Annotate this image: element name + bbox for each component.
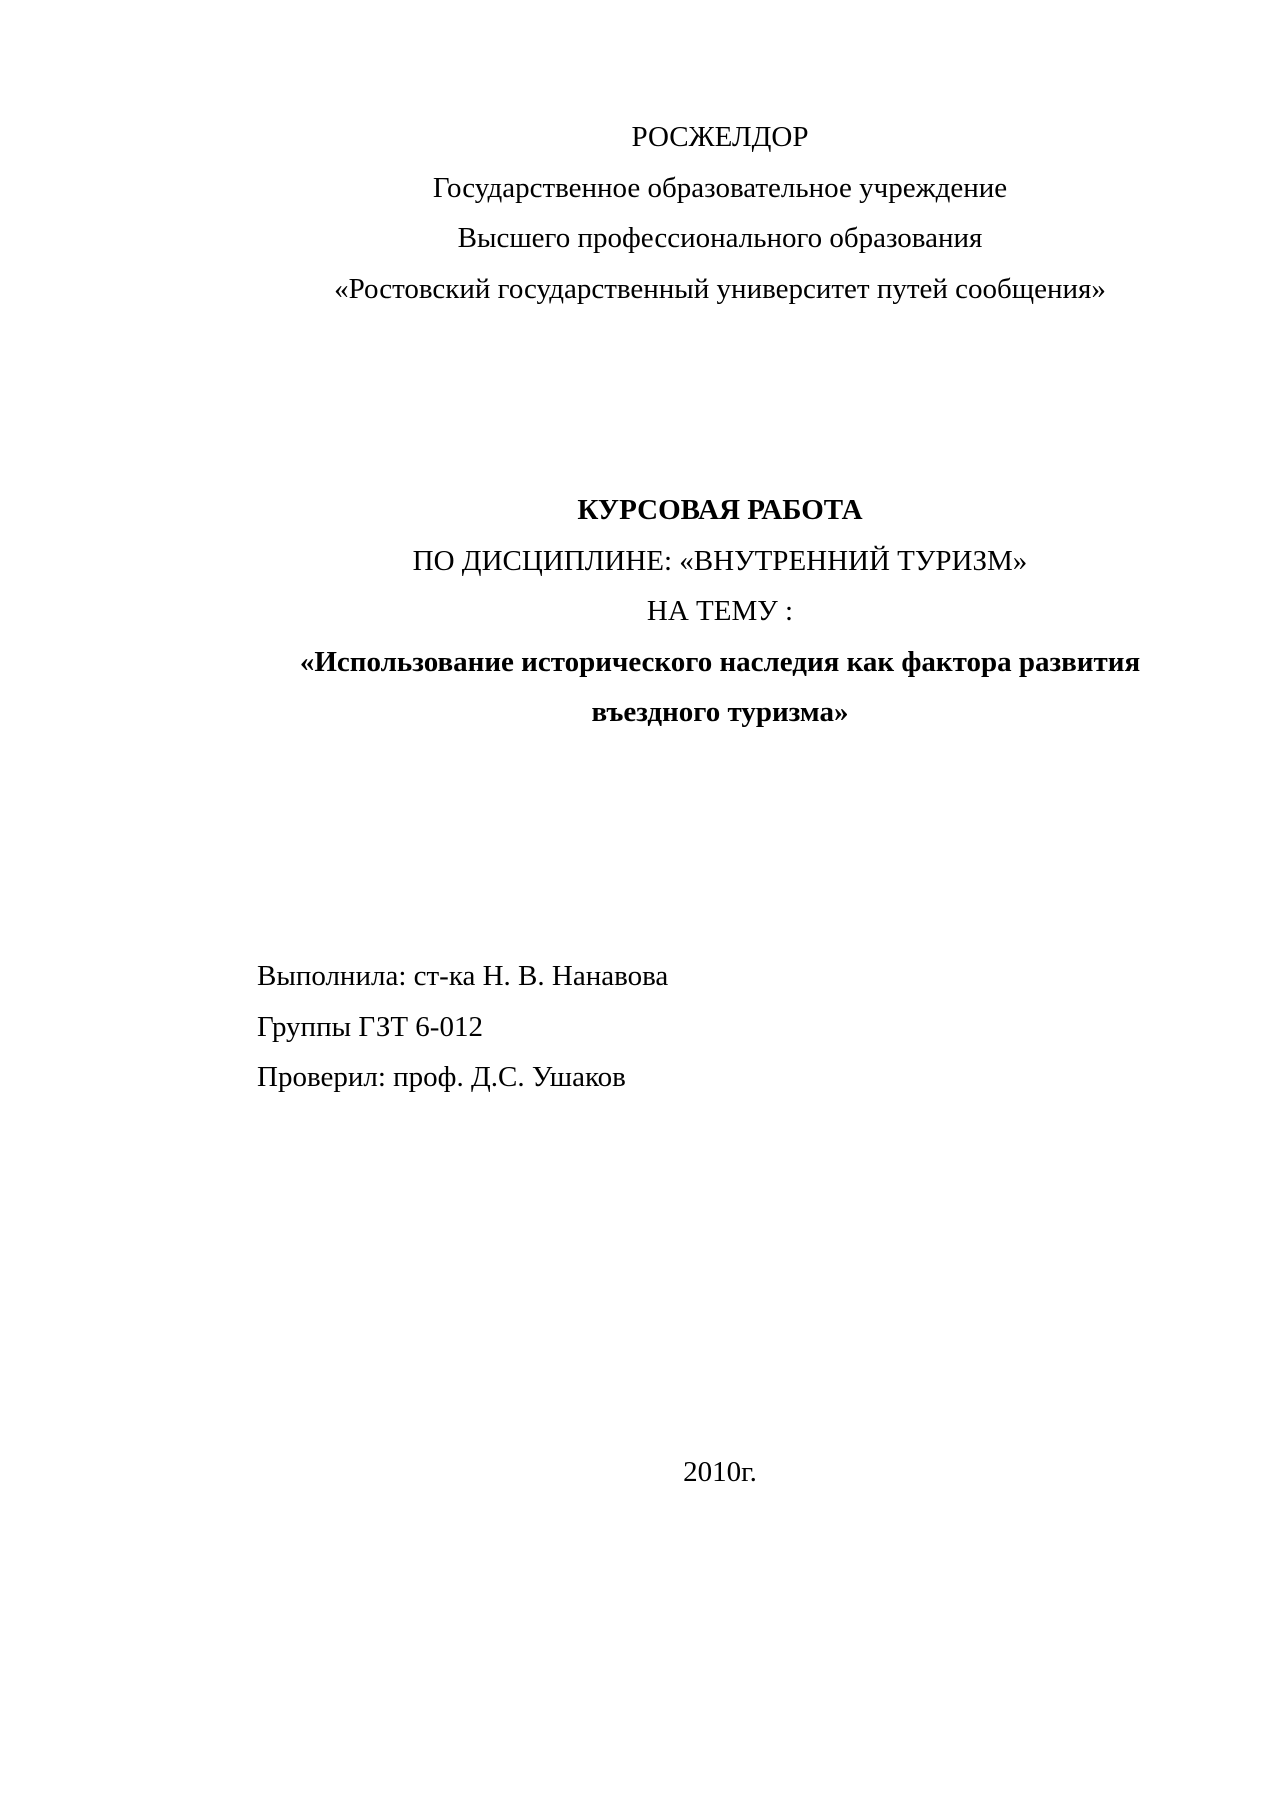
document-year: 2010г. [683, 1456, 757, 1488]
topic-label: НА ТЕМУ : [646, 595, 794, 627]
discipline-line: ПО ДИСЦИПЛИНЕ: «ВНУТРЕННИЙ ТУРИЗМ» [412, 545, 1028, 577]
checked-by: Проверил: проф. Д.С. Ушаков [257, 1061, 626, 1093]
topic-line-1: «Использование исторического наследия как фактора развития [299, 646, 1141, 678]
topic-line-2: въездного туризма» [591, 696, 849, 728]
institution-line-1: Государственное образовательное учреждение [432, 172, 1008, 204]
work-type-title: КУРСОВАЯ РАБОТА [577, 494, 863, 526]
institution-line-2: Высшего профессионального образования [457, 222, 983, 254]
student-group: Группы ГЗТ 6-012 [257, 1011, 483, 1043]
org-name: РОСЖЕЛДОР [631, 121, 809, 153]
university-name: «Ростовский государственный университет путей сообщения» [334, 273, 1106, 305]
performed-by: Выполнила: ст-ка Н. В. Нанавова [257, 960, 669, 992]
